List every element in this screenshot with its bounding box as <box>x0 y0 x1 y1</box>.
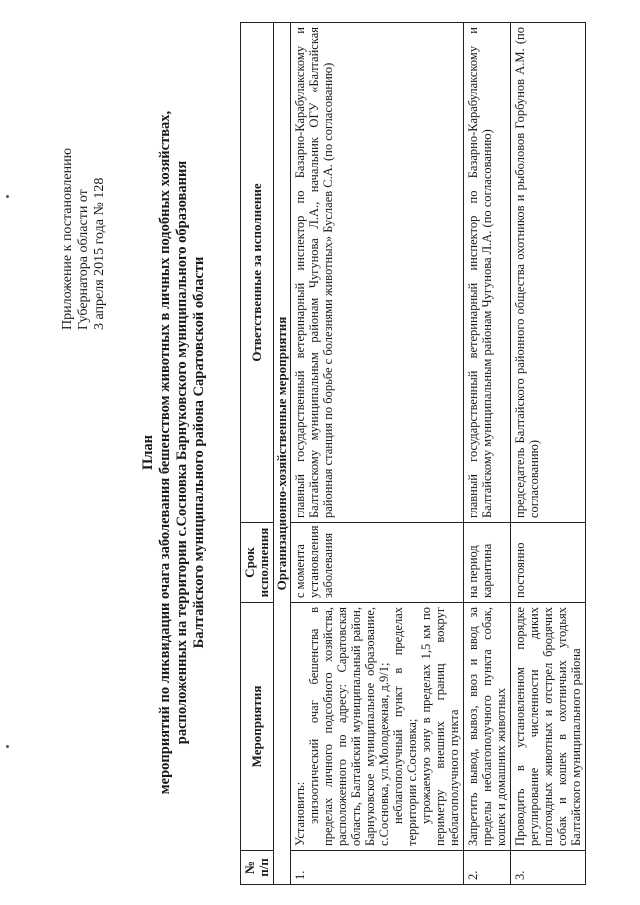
row-responsible: главный государственный ветеринарный инспектор по Базарно-Карабулакскому и Балтайскому муниципальным районам Чугунова Л.А., начальник ОГУ «Балтайская районная станция по борьбе с болезнями животных» Буслаев С.А. (по согласованию) <box>291 23 464 523</box>
appendix-line: Губернатора области от <box>76 189 91 330</box>
table-header-row <box>241 23 274 885</box>
appendix-line: Приложение к постановлению <box>60 147 75 330</box>
row-responsible: председатель Балтайского районного общества охотников и рыболовов Горбунов А.М. (по согласованию) <box>511 23 586 523</box>
measure-paragraph: неблагополучный пункт в пределах территории с.Сосновка; <box>391 607 419 846</box>
table-row <box>464 23 511 885</box>
measures-table <box>240 22 586 885</box>
measure-intro: Установить: <box>293 781 307 846</box>
header-measures: Мероприятия <box>241 603 274 851</box>
row-measure <box>291 603 464 851</box>
section-row <box>274 23 291 885</box>
row-responsible: главный государственный ветеринарный инспектор по Базарно-Карабулакскому и Балтайскому муниципальным районам Чугунова Л.А. (по согласованию) <box>464 23 511 523</box>
row-number: 2. <box>464 851 511 885</box>
section-title: Организационно-хозяйственные мероприятия <box>274 23 291 885</box>
plan-title-line: расположенных на территории с.Сосновка Барнуковского муниципального образования <box>174 160 190 745</box>
plan-title-line: мероприятий по ликвидации очага заболевания бешенством животных в личных подобных хозяйствах, <box>157 110 173 795</box>
row-term: постоянно <box>511 523 586 603</box>
row-term: на период карантина <box>464 523 511 603</box>
row-term: с момента установления заболевания <box>291 523 464 603</box>
row-measure: Проводить в установленном порядке регулирование численности диких плотоядных животных и отстрел бродячих собак и кошек в охотничьих угодьях Балтайского муниципального района <box>511 603 586 851</box>
appendix-note <box>60 30 108 330</box>
row-measure: Запретить вывод, вывоз, ввоз и ввод за пределы неблагополучного пункта собак, кошек и домашних животных <box>464 603 511 851</box>
row-number: 1. <box>291 851 464 885</box>
appendix-line: 3 апреля 2015 года № 128 <box>92 177 107 330</box>
table-row <box>291 23 464 885</box>
header-responsible: Ответственные за исполнение <box>241 23 274 523</box>
measure-paragraph: эпизоотический очаг бешенства в пределах личного подсобного хозяйства, расположенного по адресу: Саратовская область, Балтайский муниципальный район, Барнуковское муниципальное образование, с.Сосновка, ул.Молодежная, д.9/1; <box>307 607 391 846</box>
plan-title-line: Балтайского муниципального района Саратовской области <box>191 256 207 649</box>
plan-title <box>140 30 208 875</box>
measure-paragraph: угрожаемую зону в пределах 1,5 км по периметру внешних границ вокруг неблагополучного пункта <box>419 607 461 846</box>
table-row <box>511 23 586 885</box>
header-term: Срок исполнения <box>241 523 274 603</box>
plan-heading: План <box>140 434 156 471</box>
row-number: 3. <box>511 851 586 885</box>
header-num: № п/п <box>241 851 274 885</box>
